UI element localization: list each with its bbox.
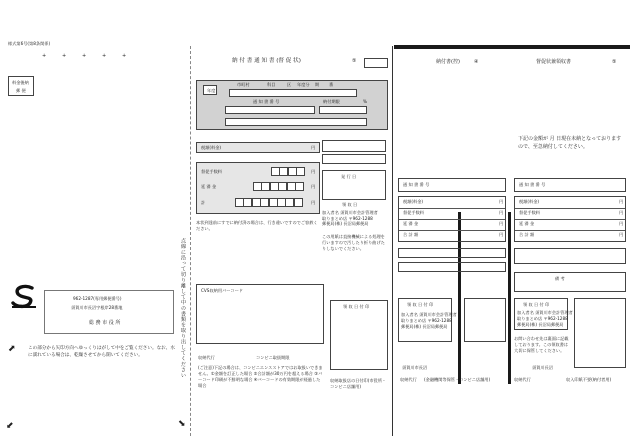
right-amount-table: [514, 196, 626, 242]
tokusoku-unit: 円: [311, 169, 316, 174]
right-row-label-2: 督促手数料: [519, 210, 540, 215]
notice-title: 納 付 書 通 知 書 (督 促 状): [232, 58, 301, 64]
left-stamp-label: 領 収 日 付 印: [407, 302, 434, 307]
left-number-box: [398, 178, 506, 192]
right-row-label-4: 合 計 額: [519, 232, 535, 237]
nendobun-label: 年度分: [297, 82, 310, 87]
city-address: 須賀川市長沼字根岸28番地: [71, 305, 123, 310]
left-receipt-stamp: [464, 298, 506, 342]
receipt-message: 下記の金額が 月 日現在未納となっておりますので、至急納付してください。: [518, 136, 622, 150]
left-city-name: 須賀川市長沼: [402, 365, 428, 370]
notice-circle-mark: ⑤: [352, 58, 357, 64]
barcode-label: CVS収納用バーコード: [201, 288, 243, 293]
postal-line: 962-1287(専用郵便番号): [73, 296, 122, 301]
postage-stamp-box: [8, 76, 34, 96]
left-row-label-4: 合 計 額: [403, 232, 419, 237]
right-bank-line-2: 取りまとめ店 〒962-1288: [517, 316, 568, 321]
tax-amount-row: [196, 142, 320, 153]
form-number: 様式第6号(第8条関係): [8, 41, 51, 46]
stamp-label-bottom: 郵 便: [16, 88, 26, 93]
issue-date-box: [322, 170, 386, 200]
divider-bar-2: [508, 212, 511, 384]
left-row-label-3: 延 滞 金: [403, 221, 419, 226]
left-row-unit-1: 円: [499, 199, 504, 204]
fold-line-left: [190, 46, 191, 436]
right-row-label-3: 延 滞 金: [519, 221, 535, 226]
right-row-unit-1: 円: [619, 199, 624, 204]
city-logo-icon: [10, 284, 38, 310]
left-row-line-3: [399, 230, 505, 231]
left-blank-box-2: [398, 262, 506, 272]
right-store-label: 収納代行: [514, 377, 531, 382]
right-number-label: 通 知 書 番 号: [519, 182, 546, 187]
right-row-unit-2: 円: [619, 210, 624, 215]
conditions-text: (ご注意)下記の場合は、コンビニエンスストアではお取扱いできません。①金額を訂正した場合 ②合計額が30万円を超える場合 ③バーコード印刷が不鮮明な場合 ④バーコードの有効期限が経過した場合: [198, 365, 323, 389]
gokei-label: 計: [201, 200, 206, 205]
nofu-kigen-label: 納付期限: [323, 99, 340, 104]
left-bank-line-3: 郵便局(株) 長沼局郵便局: [401, 324, 448, 329]
entai-cells: [253, 182, 303, 191]
left-row-unit-4: 円: [499, 232, 504, 237]
receipt-date-label: 領 収 日: [342, 202, 358, 207]
right-bank-line-3: 郵便局(株) 長沼局郵便局: [517, 322, 564, 327]
handling-notice: この用紙は直接機械による処理を行いますので汚したり折り曲げたりしないでください。: [322, 234, 385, 252]
percent-label: %: [363, 99, 367, 104]
nendo-box: [203, 85, 217, 95]
fold-line-right: [392, 46, 393, 436]
receipt-circle-right: ⑤: [612, 59, 617, 65]
bank-info: [322, 211, 388, 227]
tsuchisho-bango-label: 通 知 書 番 号: [253, 99, 280, 104]
deadline-field: [319, 106, 367, 114]
shicho-label: 市町村: [237, 82, 250, 87]
tax-amount-label: 税額(料金): [201, 145, 222, 150]
name-field: [225, 118, 367, 126]
vertical-notice: 点線に沿って切り離して中の書類を取り出してください: [180, 238, 186, 378]
receipt-title-right: 督促状兼領収書: [536, 59, 572, 65]
bank-line-1: 加入者名 須賀川市会計管理者: [322, 210, 378, 215]
nendo-label: 年度: [207, 88, 216, 93]
left-stamp-box: [398, 298, 457, 342]
cut-instruction: この部分から矢印方向へゆっくりはがして中をご覧ください。なお、水に濡れている場合は、乾燥させてから開いてください。: [28, 346, 175, 358]
right-number-box: [514, 178, 626, 192]
gokei-cells: [235, 198, 302, 207]
issue-date-label: 発 行 日: [341, 174, 357, 179]
left-blank-box-1: [398, 248, 506, 258]
right-receipt-stamp: [574, 298, 626, 368]
right-inquiry: お問い合わせ先は裏面に記載しております。この領収書は大切に保管してください。: [514, 336, 569, 354]
right-row-line-1: [515, 208, 625, 209]
office-name: 総 務 市 役 所: [89, 320, 121, 326]
right-row-line-3: [515, 230, 625, 231]
notice-top-right-box: [364, 58, 388, 68]
right-bank-line-1: 加入者名 須賀川市会計管理者: [517, 310, 573, 315]
right-row-label-1: 税額(料金): [519, 199, 540, 204]
receipt-stamp-label: 領 収 日 付 印: [343, 304, 370, 309]
right-biko-box: [514, 272, 626, 292]
right-stamp-label: 領 収 日 付 印: [523, 302, 550, 307]
receipt-circle-left: ④: [474, 59, 479, 65]
notice-info-block: [196, 80, 388, 130]
left-amount-table: [398, 196, 506, 242]
notice-text: 本状到達前にすでに納付済の場合は、行き違いですのでご容赦ください。: [196, 220, 318, 232]
left-number-label: 通 知 書 番 号: [403, 182, 430, 187]
bango-label: 番: [329, 82, 334, 87]
store-label: 収納代行: [198, 355, 215, 360]
right-row-unit-4: 円: [619, 232, 624, 237]
side-box-1: [322, 140, 386, 152]
receipt-footer: 収納取扱店の日付印(市役所・コンビニ店舗用): [330, 378, 387, 390]
perforation-dots: + + + + +: [42, 53, 127, 59]
top-row-cells: [229, 89, 357, 97]
right-row-unit-3: 円: [619, 221, 624, 226]
left-row-unit-3: 円: [499, 221, 504, 226]
left-row-label-2: 督促手数料: [403, 210, 424, 215]
left-row-unit-2: 円: [499, 210, 504, 215]
tax-amount-unit: 円: [311, 145, 316, 150]
left-row-line-1: [399, 208, 505, 209]
kamoku-label: 科目: [267, 82, 276, 87]
entai-label: 延 滞 金: [201, 184, 217, 189]
left-row-label-1: 税額(料金): [403, 199, 424, 204]
top-dark-bar: [394, 45, 630, 49]
kibetsu-label: 期: [315, 82, 320, 87]
arrow-up-right-icon: ⬈: [8, 344, 16, 354]
left-bank-line-2: 取りまとめ店 〒962-1288: [401, 318, 452, 323]
left-bank-line-1: 加入者名 須賀川市会計管理者: [401, 312, 457, 317]
gokei-unit: 円: [311, 200, 316, 205]
bank-line-2: 取りまとめ店 〒962-1288: [322, 215, 373, 221]
right-footer: 収入印紙不要(納付者用): [566, 377, 612, 382]
notice-number-field: [225, 106, 315, 114]
entai-unit: 円: [311, 184, 316, 189]
convenience-label: コンビニ取扱期限: [256, 355, 290, 360]
right-blank-box: [514, 248, 626, 264]
right-biko-label: 備 考: [555, 276, 565, 281]
right-city-name: 須賀川長沼: [532, 365, 553, 370]
bank-line-3: 郵便局(株) 長沼局郵便局: [322, 221, 369, 227]
stamp-label-top: 料金後納: [12, 80, 29, 85]
receipt-stamp-box: [330, 300, 388, 370]
arrow-down-left-icon: ⬋: [6, 421, 14, 431]
left-store-label: 収納代行: [400, 377, 417, 382]
receipt-title-left: 納付書(控): [436, 59, 460, 65]
ku-label: 区: [287, 82, 292, 87]
address-box: [44, 290, 174, 334]
tokusoku-label: 督促手数料: [201, 169, 222, 174]
left-footer: (金融機関等保管・コンビニ店舗用): [424, 377, 491, 382]
side-box-2: [322, 154, 386, 164]
arrow-down-right-icon: ⬊: [178, 419, 186, 429]
barcode-box: [196, 284, 324, 344]
tokusoku-cells: [271, 167, 305, 176]
fee-block: [196, 162, 320, 214]
right-stamp-box: [514, 298, 573, 330]
right-row-line-2: [515, 219, 625, 220]
left-row-line-2: [399, 219, 505, 220]
